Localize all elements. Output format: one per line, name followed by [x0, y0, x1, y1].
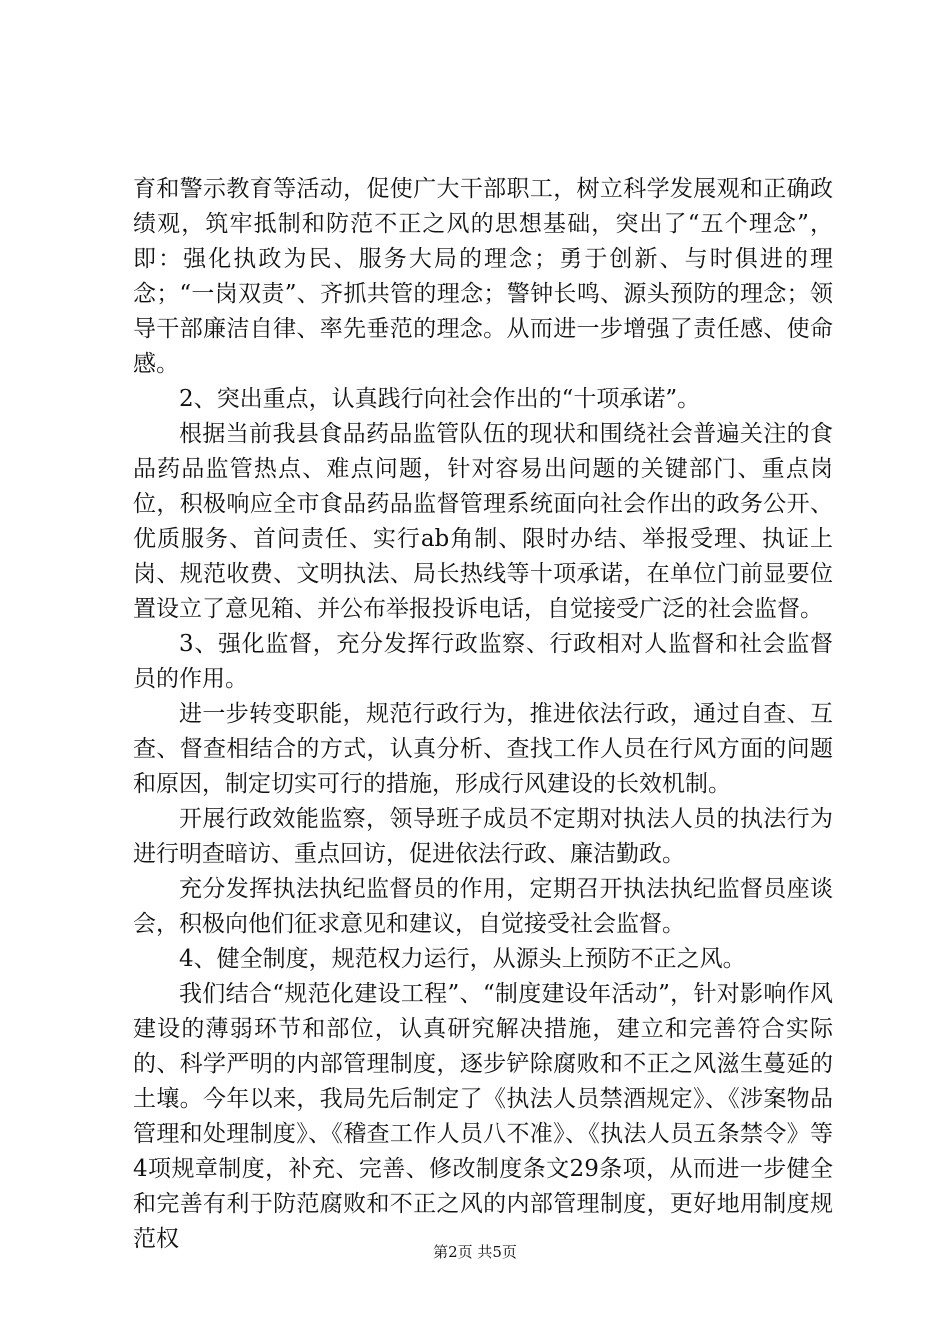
- paragraph-5: 进一步转变职能，规范行政行为，推进依法行政，通过自查、互查、督查相结合的方式，认真分析、查找工作人员在行风方面的问题和原因，制定切实可行的措施，形成行风建设的长效机制。: [133, 701, 833, 797]
- paragraph-9: 我们结合“规范化建设工程”、“制度建设年活动”，针对影响作风建设的薄弱环节和部位，认真研究解决措施，建立和完善符合实际的、科学严明的内部管理制度，逐步铲除腐败和不正之风滋生蔓延的土壤。今年以来，我局先后制定了《执法人员禁酒规定》、《涉案物品管理和处理制度》、《稽查工作人员八不准》、《执法人员五条禁令》等4项规章制度，补充、完善、修改制度条文29条项，从而进一步健全和完善有利于防范腐败和不正之风的内部管理制度，更好地用制度规范权: [133, 981, 833, 1252]
- paragraph-4: 3、强化监督，充分发挥行政监察、行政相对人监督和社会监督员的作用。: [133, 631, 833, 692]
- page-footer: [0, 1242, 950, 1262]
- paragraph-3: 根据当前我县食品药品监管队伍的现状和围绕社会普遍关注的食品药品监管热点、难点问题，针对容易出问题的关键部门、重点岗位，积极响应全市食品药品监督管理系统面向社会作出的政务公开、优质服务、首问责任、实行ab角制、限时办结、举报受理、执证上岗、规范收费、文明执法、局长热线等十项承诺，在单位门前显要位置设立了意见箱、并公布举报投诉电话，自觉接受广泛的社会监督。: [133, 421, 833, 622]
- paragraph-2: 2、突出重点，认真践行向社会作出的“十项承诺”。: [179, 386, 701, 412]
- body-text: [133, 172, 833, 1257]
- paragraph-6: 开展行政效能监察，领导班子成员不定期对执法人员的执法行为进行明查暗访、重点回访，促进依法行政、廉洁勤政。: [133, 806, 833, 867]
- page-number-label: 第2页 共5页: [433, 1243, 517, 1261]
- paragraph-7: 充分发挥执法执纪监督员的作用，定期召开执法执纪监督员座谈会，积极向他们征求意见和建议，自觉接受社会监督。: [133, 876, 833, 937]
- paragraph-8: 4、健全制度，规范权力运行，从源头上预防不正之风。: [179, 946, 746, 972]
- paragraph-1: 育和警示教育等活动，促使广大干部职工，树立科学发展观和正确政绩观，筑牢抵制和防范不正之风的思想基础，突出了“五个理念”，即：强化执政为民、服务大局的理念；勇于创新、与时俱进的理念；“一岗双责”、齐抓共管的理念；警钟长鸣、源头预防的理念；领导干部廉洁自律、率先垂范的理念。从而进一步增强了责任感、使命感。: [133, 176, 833, 377]
